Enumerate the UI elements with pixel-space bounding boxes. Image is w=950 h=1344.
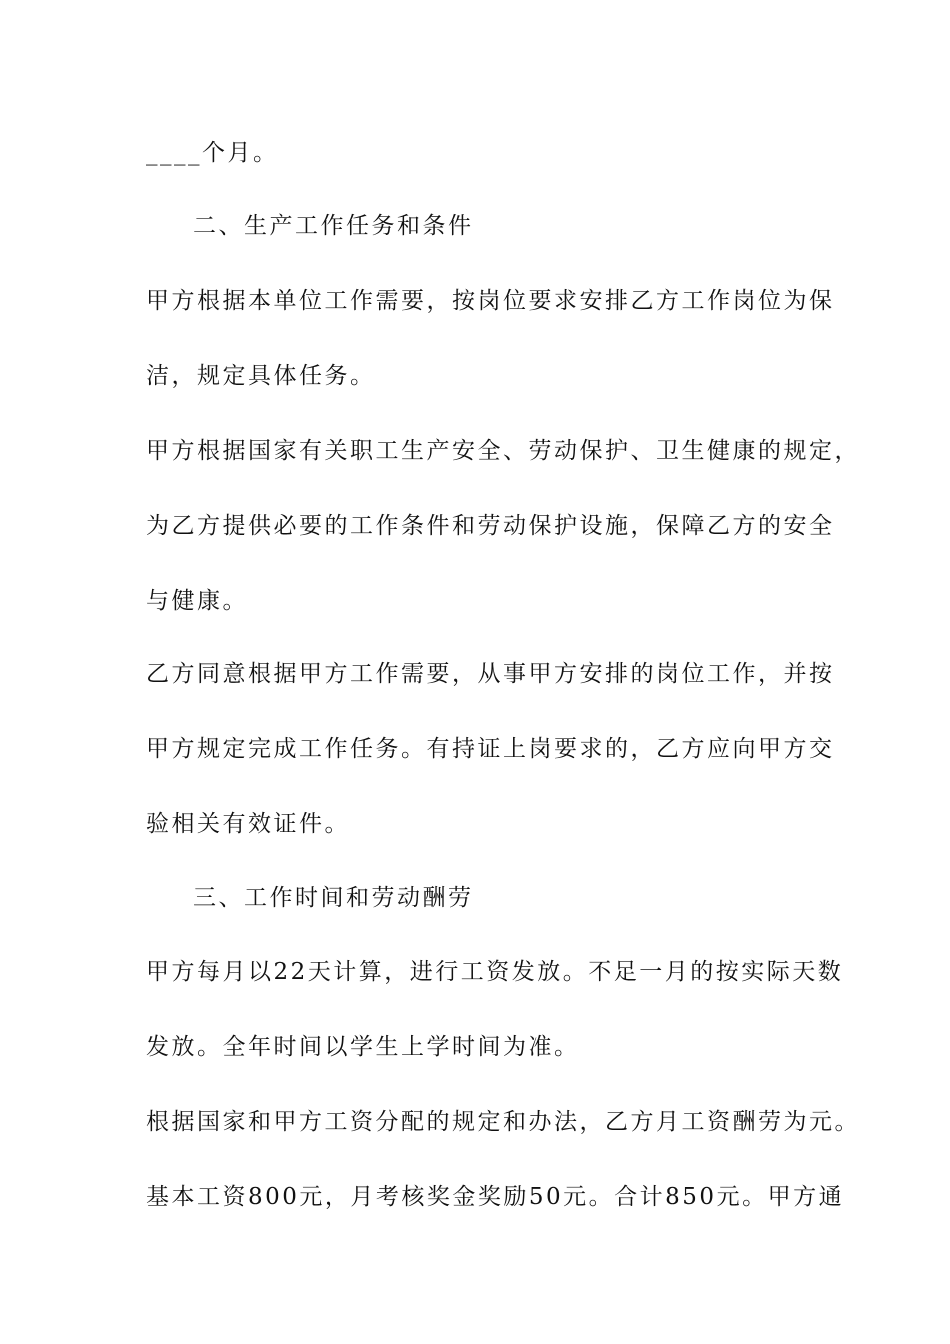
text-line: 为乙方提供必要的工作条件和劳动保护设施，保障乙方的安全 bbox=[146, 513, 835, 539]
section-heading-production-tasks: 二、生产工作任务和条件 bbox=[193, 213, 474, 239]
text-line: 验相关有效证件。 bbox=[146, 811, 350, 837]
text-line: 与健康。 bbox=[146, 588, 248, 614]
section-heading-working-hours: 三、工作时间和劳动酬劳 bbox=[193, 885, 474, 911]
text-line: 基本工资800元，月考核奖金奖励50元。合计850元。甲方通 bbox=[146, 1184, 845, 1210]
text-line: ____个月。 bbox=[146, 140, 279, 166]
text-line: 根据国家和甲方工资分配的规定和办法，乙方月工资酬劳为元。 bbox=[146, 1109, 860, 1135]
text-line: 乙方同意根据甲方工作需要，从事甲方安排的岗位工作，并按 bbox=[146, 661, 835, 687]
text-line: 发放。全年时间以学生上学时间为准。 bbox=[146, 1034, 580, 1060]
text-line: 甲方每月以22天计算，进行工资发放。不足一月的按实际天数 bbox=[146, 959, 844, 985]
text-line: 甲方根据本单位工作需要，按岗位要求安排乙方工作岗位为保 bbox=[146, 288, 835, 314]
text-line: 甲方根据国家有关职工生产安全、劳动保护、卫生健康的规定， bbox=[146, 438, 860, 464]
text-line: 甲方规定完成工作任务。有持证上岗要求的，乙方应向甲方交 bbox=[146, 736, 835, 762]
text-line: 洁，规定具体任务。 bbox=[146, 363, 376, 389]
